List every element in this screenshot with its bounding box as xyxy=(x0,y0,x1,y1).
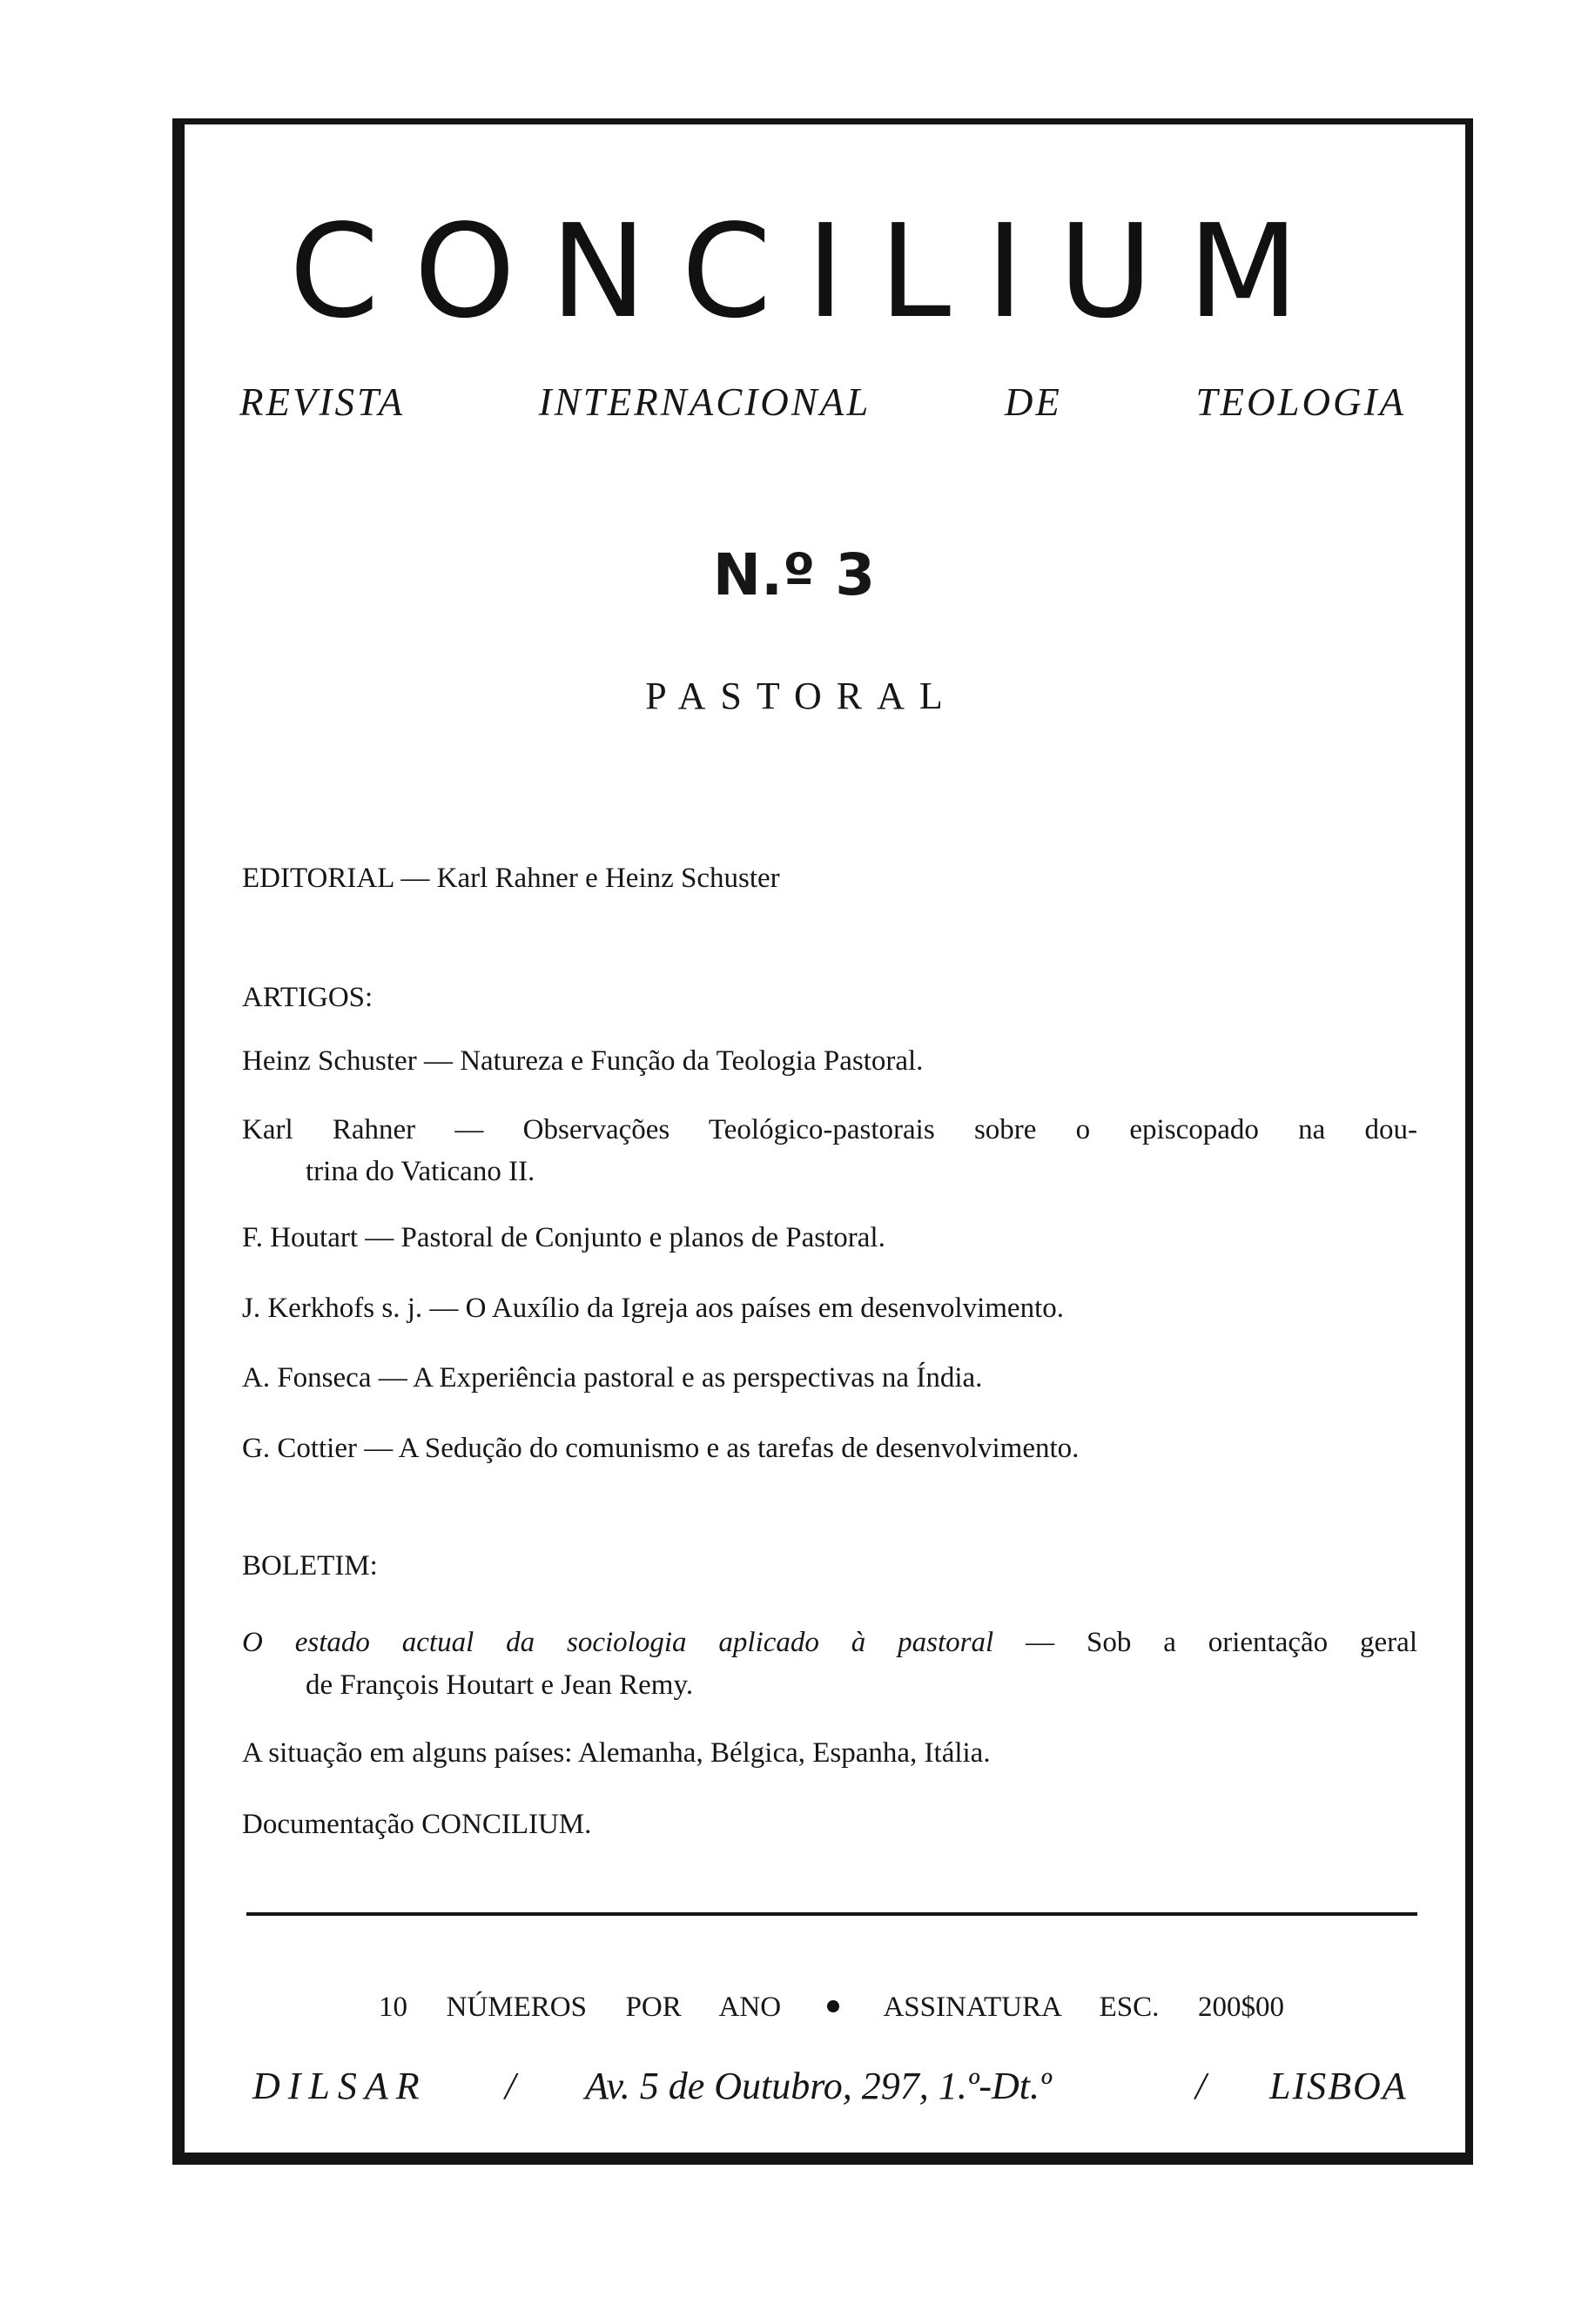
article-entry: J. Kerkhofs s. j. — O Auxílio da Igreja aos países em desenvolvimento. xyxy=(242,1293,1064,1324)
separator: / xyxy=(1195,2065,1207,2107)
boletim-entry: Documentação CONCILIUM. xyxy=(242,1809,592,1840)
bullet-icon xyxy=(827,2000,839,2012)
boletim-entry xyxy=(242,1629,1417,1657)
article-entry-continuation: trina do Vaticano II. xyxy=(306,1156,535,1187)
boletim-entry: A situação em alguns países: Alemanha, Bélgica, Espanha, Itália. xyxy=(242,1737,991,1769)
article-entry: Heinz Schuster — Natureza e Função da Teologia Pastoral. xyxy=(242,1045,924,1077)
journal-title: CONCILIUM xyxy=(289,197,1334,346)
journal-subtitle xyxy=(239,380,1415,424)
issue-theme: PASTORAL xyxy=(645,675,958,717)
boletim-heading: BOLETIM: xyxy=(242,1550,378,1582)
subtitle-word: INTERNACIONAL xyxy=(538,380,871,424)
editorial-line: EDITORIAL — Karl Rahner e Heinz Schuster xyxy=(242,863,780,894)
boletim-entry-continuation: de François Houtart e Jean Remy. xyxy=(306,1669,694,1701)
issue-number: N.º 3 xyxy=(712,541,876,608)
boletim-entry-title: O estado actual da sociologia aplicado à pastoral xyxy=(242,1627,994,1658)
artigos-heading: ARTIGOS: xyxy=(242,982,373,1013)
article-entry: F. Houtart — Pastoral de Conjunto e planos de Pastoral. xyxy=(242,1222,885,1253)
article-entry: G. Cottier — A Sedução do comunismo e as tarefas de desenvolvimento. xyxy=(242,1433,1080,1464)
publisher-city: LISBOA xyxy=(1269,2065,1408,2107)
subtitle-word: DE xyxy=(1004,380,1062,424)
article-entry: A. Fonseca — A Experiência pastoral e as perspectivas na Índia. xyxy=(242,1362,983,1394)
subscription-price: ASSINATURA ESC. 200$00 xyxy=(883,1992,1284,2023)
boletim-entry-text: — Sob a orientação geral xyxy=(993,1627,1417,1658)
subtitle-word: TEOLOGIA xyxy=(1195,380,1407,424)
divider-rule xyxy=(246,1912,1417,1916)
subscription-line xyxy=(379,1993,1284,2022)
publisher-name: DILSAR xyxy=(252,2065,427,2107)
publisher-address: Av. 5 de Outubro, 297, 1.º-Dt.º xyxy=(585,2065,1052,2107)
article-entry: Karl Rahner — Observações Teológico-pastorais sobre o episcopado na dou- xyxy=(242,1114,1417,1145)
issues-per-year: 10 NÚMEROS POR ANO xyxy=(379,1992,782,2023)
separator: / xyxy=(505,2065,516,2107)
subtitle-word: REVISTA xyxy=(239,380,406,424)
